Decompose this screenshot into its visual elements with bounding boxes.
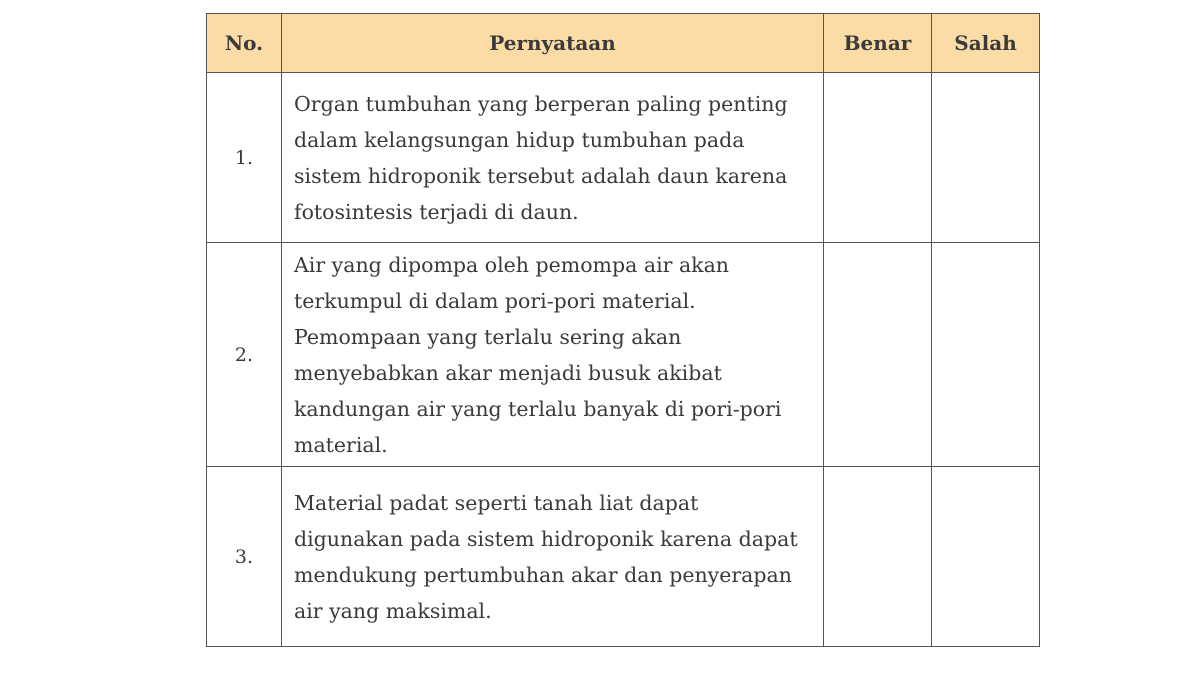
true-false-table <box>206 13 1040 647</box>
header-statement: Pernyataan <box>282 14 824 73</box>
row-number: 3. <box>207 467 282 647</box>
statement-text: Air yang dipompa oleh pemompa air akan terkumpul di dalam pori-pori material. Pemompaan yang terlalu sering akan menyebabkan akar menjadi busuk akibat kandungan air yang terlalu banyak di pori-pori material. <box>282 243 824 467</box>
row-number: 2. <box>207 243 282 467</box>
header-no: No. <box>207 14 282 73</box>
statement-text: Organ tumbuhan yang berperan paling penting dalam kelangsungan hidup tumbuhan pada sistem hidroponik tersebut adalah daun karena fotosintesis terjadi di daun. <box>282 73 824 243</box>
header-row <box>207 14 1040 73</box>
row-number: 1. <box>207 73 282 243</box>
table-body <box>207 73 1040 647</box>
header-true: Benar <box>824 14 932 73</box>
table-row <box>207 243 1040 467</box>
benar-answer-cell[interactable] <box>824 467 932 647</box>
salah-answer-cell[interactable] <box>932 243 1040 467</box>
table-row <box>207 73 1040 243</box>
table-row <box>207 467 1040 647</box>
salah-answer-cell[interactable] <box>932 73 1040 243</box>
header-false: Salah <box>932 14 1040 73</box>
salah-answer-cell[interactable] <box>932 467 1040 647</box>
benar-answer-cell[interactable] <box>824 73 932 243</box>
table-header <box>207 14 1040 73</box>
statement-text: Material padat seperti tanah liat dapat digunakan pada sistem hidroponik karena dapat mendukung pertumbuhan akar dan penyerapan air yang maksimal. <box>282 467 824 647</box>
benar-answer-cell[interactable] <box>824 243 932 467</box>
